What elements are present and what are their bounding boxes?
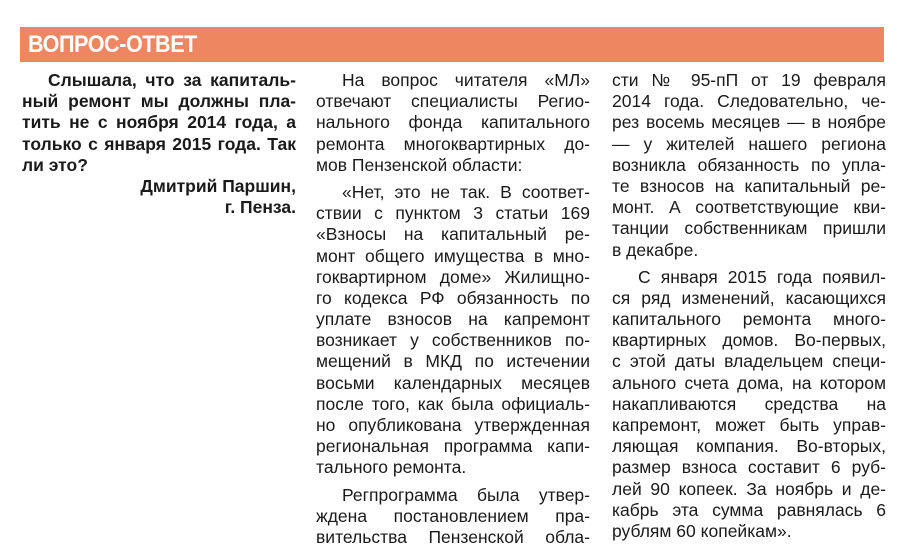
answer-column-1: [316, 70, 590, 548]
answer-line: гоквартирном доме» Жилищно-: [316, 266, 590, 287]
answer-line: лей 90 копеек. За ноябрь и де-: [612, 478, 886, 499]
answer-line: рез восемь месяцев — в ноябре: [612, 112, 886, 133]
answer-line: монт. А соответствующие кви-: [612, 197, 886, 218]
question-line: Слышала, что за капиталь-: [48, 70, 296, 90]
answer-line: 2014 года. Следовательно, че-: [612, 91, 886, 112]
answer-line: тального ремонта.: [316, 457, 467, 478]
answer-line: танции собственникам пришли: [612, 218, 886, 239]
answer-line: кабрь эта сумма равнялась 6: [612, 499, 886, 520]
section-title: ВОПРОС-ОТВЕТ: [28, 31, 197, 58]
question-city: г. Пенза.: [224, 197, 296, 218]
question-line: ный ремонт мы должны пла-: [22, 91, 296, 112]
question-line: только с января 2015 года. Так: [22, 133, 296, 154]
answer-line: нального фонда капитального: [316, 112, 590, 133]
answer-paragraph: [316, 485, 590, 548]
answer-line: ся ряд изменений, касающихся: [612, 287, 886, 308]
answer-line: ального счета дома, на котором: [612, 372, 886, 393]
answer-paragraph: [316, 70, 590, 176]
section-header-bar: [20, 27, 884, 62]
answer-line: размер взноса составит 6 руб-: [612, 457, 886, 478]
question-column: [22, 70, 296, 218]
answer-paragraph: [316, 182, 590, 479]
answer-line: мещений в МКД по истечении: [316, 351, 590, 372]
answer-line: после того, как была официаль-: [316, 393, 590, 414]
answer-line: ляющая компания. Во-вторых,: [612, 436, 886, 457]
answer-line: мов Пензенской области:: [316, 154, 523, 175]
answer-line: монт общего имущества в мно-: [316, 245, 590, 266]
answer-paragraph: [612, 267, 886, 542]
answer-line: «Нет, это не так. В соответ-: [342, 181, 590, 202]
answer-line: капитального ремонта много-: [612, 309, 886, 330]
answer-line: в декабре.: [612, 239, 699, 260]
answer-line: отвечают специалисты Регио-: [316, 91, 590, 112]
answer-line: вительства Пензенской обла-: [316, 526, 590, 547]
answer-line: возникла обязанность по упла-: [612, 154, 886, 175]
answer-line: региональная программа капи-: [316, 436, 590, 457]
answer-column-2: [612, 70, 886, 542]
answer-line: возникает у собственников по-: [316, 330, 590, 351]
answer-line: сти № 95-пП от 19 февраля: [612, 70, 886, 90]
question-line: тить не с ноября 2014 года, а: [22, 112, 296, 133]
answer-line: «Взносы на капитальный ре-: [316, 224, 590, 245]
answer-line: ждена постановлением пра-: [316, 505, 590, 526]
answer-line: уплате взносов на капремонт: [316, 309, 590, 330]
answer-line: восьми календарных месяцев: [316, 372, 590, 393]
answer-line: с этой даты владельцем специ-: [612, 351, 886, 372]
answer-line: накапливаются средства на: [612, 393, 886, 414]
answer-line: На вопрос читателя «МЛ»: [342, 70, 590, 90]
answer-line: но опубликована утвержденная: [316, 415, 590, 435]
answer-line: квартирных домов. Во-первых,: [612, 330, 886, 351]
question-author: Дмитрий Паршин,: [140, 176, 296, 197]
answer-line: те взносов на капитальный ре-: [612, 175, 886, 196]
answer-line: го кодекса РФ обязанность по: [316, 287, 590, 308]
answer-line: Регпрограмма была утвер-: [342, 484, 590, 505]
question-line: ли это?: [22, 154, 88, 175]
answer-line: ремонта многоквартирных до-: [316, 133, 590, 154]
answer-line: — у жителей нашего региона: [612, 133, 886, 154]
answer-line: С января 2015 года появил-: [638, 266, 886, 287]
answer-paragraph: [612, 70, 886, 261]
answer-line: рублям 60 копейкам».: [612, 520, 792, 541]
answer-line: капремонт, может быть управ-: [612, 415, 886, 435]
answer-line: ствии с пунктом 3 статьи 169: [316, 203, 590, 224]
